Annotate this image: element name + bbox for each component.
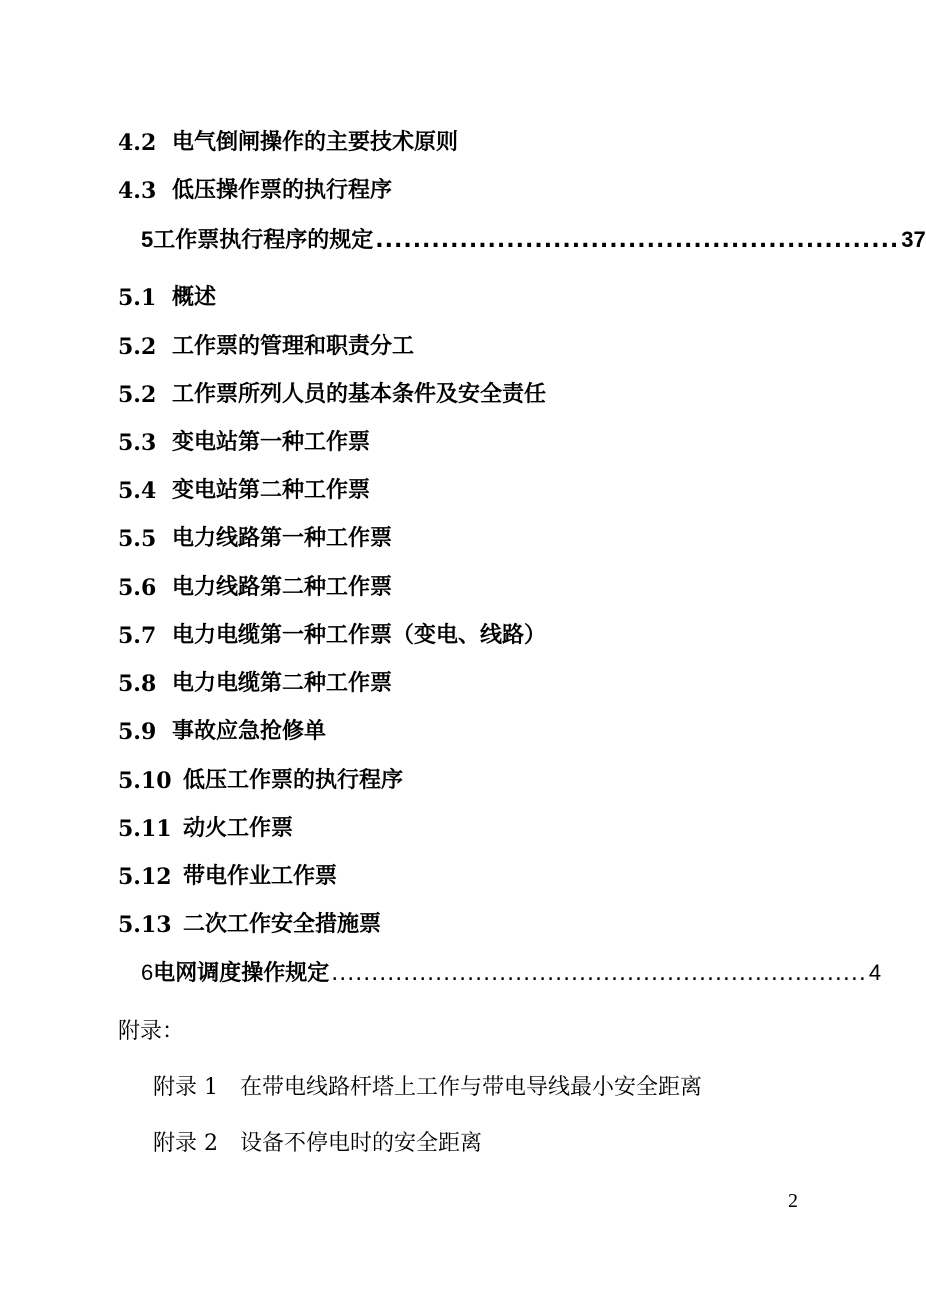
toc-entry-title: 二次工作安全措施票 bbox=[183, 912, 382, 937]
toc-entry-number: 5.2 bbox=[118, 334, 157, 360]
toc-entry-title: 工作票的管理和职责分工 bbox=[172, 334, 415, 359]
toc-entry-number: 4.2 bbox=[118, 130, 157, 156]
appendix-label: 附录 2 bbox=[153, 1131, 218, 1156]
toc-entry-title: 电气倒闸操作的主要技术原则 bbox=[172, 130, 459, 155]
appendix-title: 在带电线路杆塔上工作与带电导线最小安全距离 bbox=[240, 1075, 703, 1100]
toc-entry-title: 事故应急抢修单 bbox=[172, 719, 327, 744]
appendix-title: 设备不停电时的安全距离 bbox=[240, 1131, 483, 1156]
toc-entry-title: 带电作业工作票 bbox=[183, 864, 338, 889]
toc-chapter-number: 6 bbox=[141, 960, 154, 985]
toc-chapter-row bbox=[141, 958, 882, 989]
toc-leader-dots: ........................................................ bbox=[375, 228, 900, 253]
toc-entry-title: 工作票所列人员的基本条件及安全责任 bbox=[172, 382, 547, 407]
toc-entry-number: 5.8 bbox=[118, 671, 157, 697]
appendix-heading: 附录： bbox=[118, 1019, 185, 1044]
toc-entry-number: 5.2 bbox=[118, 382, 157, 408]
toc-entry-number: 5.9 bbox=[118, 719, 157, 745]
toc-entry-title: 低压操作票的执行程序 bbox=[172, 178, 393, 203]
page-number: 2 bbox=[788, 1190, 798, 1212]
toc-entry-number: 5.10 bbox=[118, 768, 172, 794]
toc-chapter-title: 电网调度操作规定 bbox=[153, 961, 330, 986]
toc-entry-title: 电力电缆第二种工作票 bbox=[172, 671, 393, 696]
appendix-label: 附录 1 bbox=[153, 1075, 218, 1100]
toc-entry-title: 电力电缆第一种工作票（变电、线路） bbox=[172, 623, 547, 648]
toc-leader-dots: ................................................................... bbox=[331, 961, 867, 986]
toc-entry-number: 4.3 bbox=[118, 178, 157, 204]
toc-entry-title: 变电站第二种工作票 bbox=[172, 478, 371, 503]
toc-entry-number: 5.5 bbox=[118, 526, 157, 552]
toc-chapter-page: 37 bbox=[901, 227, 926, 252]
toc-entry-number: 5.11 bbox=[118, 816, 172, 842]
toc-entry-number: 5.1 bbox=[118, 285, 157, 311]
toc-entry-number: 5.3 bbox=[118, 430, 157, 456]
toc-entry-number: 5.12 bbox=[118, 864, 172, 890]
toc-entry-number: 5.13 bbox=[118, 912, 172, 938]
toc-entry-title: 概述 bbox=[172, 285, 217, 310]
toc-entry-title: 电力线路第二种工作票 bbox=[172, 575, 393, 600]
toc-chapter-number: 5 bbox=[141, 227, 154, 252]
toc-entry-title: 动火工作票 bbox=[183, 816, 294, 841]
toc-chapter-title: 工作票执行程序的规定 bbox=[153, 228, 374, 253]
toc-entry-title: 变电站第一种工作票 bbox=[172, 430, 371, 455]
toc-chapter-row bbox=[141, 225, 926, 256]
toc-entry-title: 低压工作票的执行程序 bbox=[183, 768, 404, 793]
toc-entry-number: 5.4 bbox=[118, 478, 157, 504]
toc-chapter-page: 4 bbox=[868, 960, 882, 985]
toc-entry-number: 5.6 bbox=[118, 575, 157, 601]
toc-entry-number: 5.7 bbox=[118, 623, 157, 649]
toc-entry-title: 电力线路第一种工作票 bbox=[172, 526, 393, 551]
